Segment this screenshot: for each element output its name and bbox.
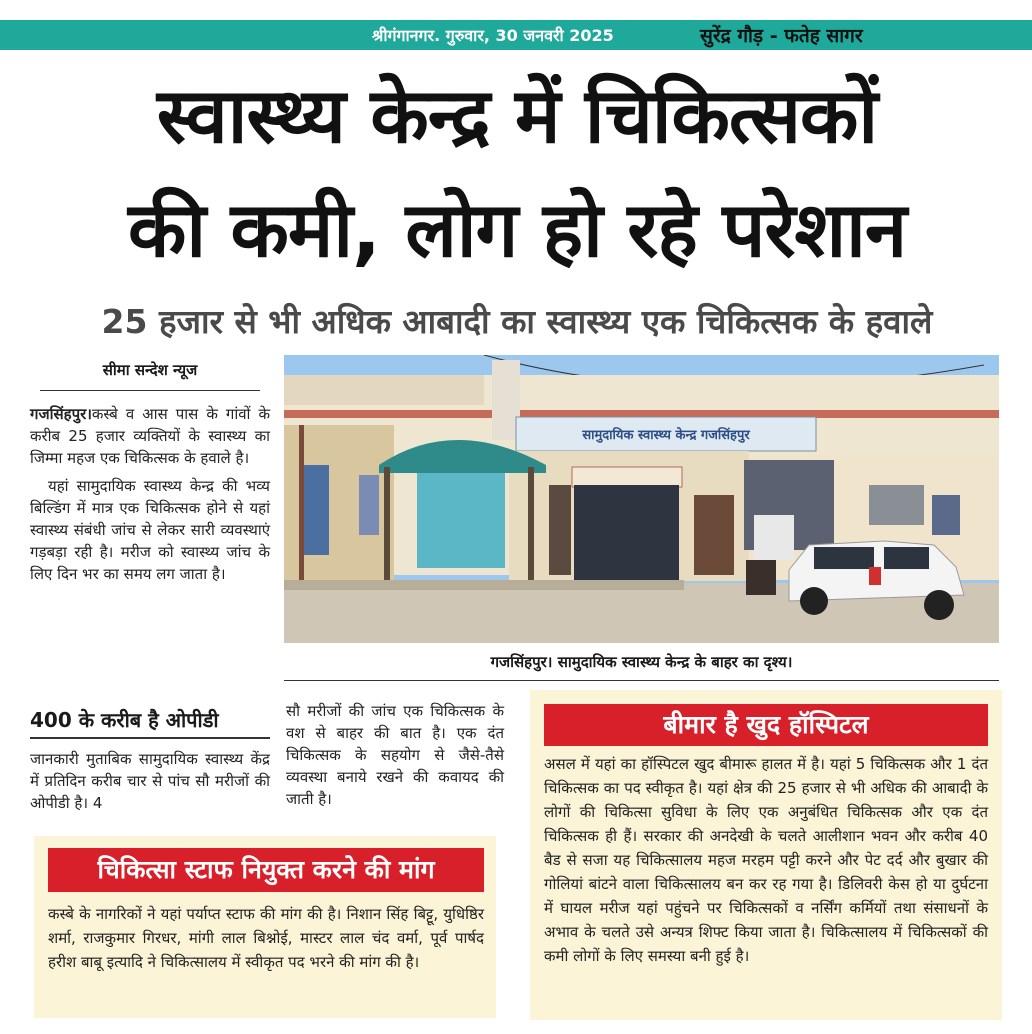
headline-line-1: स्वास्थ्य केन्द्र में चिकित्सकों xyxy=(156,71,878,160)
staff-demand-heading: चिकित्सा स्टाफ नियुक्त करने की मांग xyxy=(48,848,484,892)
authors-byline: सुरेंद्र गौड़ - फतेह सागर xyxy=(700,25,863,47)
headline-line-2: की कमी, लोग हो रहे परेशान xyxy=(128,185,906,274)
hospital-sign-text: सामुदायिक स्वास्थ्य केन्द्र गजसिंहपुर xyxy=(582,428,750,443)
staff-demand-body: कस्बे के नागरिकों ने यहां पर्याप्त स्टाफ की मांग की है। निशान सिंह बिट्टू, युधिष्ठिर शर्मा, राजकुमार गिरधर, मांगी लाल बिश्नोई, मास्टर लाल चंद वर्मा, पूर्व पार्षद हरीश बाबू इत्यादि ने चिकित्सालय में स्वीकृत पद भरने की मांग की है। xyxy=(48,905,484,971)
intro-paragraph-1-text: कस्बे व आस पास के गांवों के करीब 25 हजार व्यक्तियों के स्वास्थ्य का जिम्मा महज एक चिकित्सक के हवाले है। xyxy=(30,405,270,467)
hospital-photo-illustration xyxy=(284,355,999,643)
opd-paragraph-2: सौ मरीजों की जांच एक चिकित्सक के वश से बाहर की बात है। एक दंत चिकित्सक के सहयोग से जैसे-तैसे व्यवस्था बनाये रखने की कवायद की जाती है। xyxy=(286,702,504,808)
dateline: श्रीगंगानगर. गुरुवार, 30 जनवरी 2025 xyxy=(372,26,614,45)
intro-paragraph-2: यहां सामुदायिक स्वास्थ्य केन्द्र की भव्य बिल्डिंग में मात्र एक चिकित्सक होने से यहां स्वास्थ्य संबंधी जांच से लेकर सारी व्यवस्थाएं गड़बड़ा रही है। मरीज को स्वास्थ्य जांच के लिए दिन भर का समय लग जाता है। xyxy=(30,477,270,583)
news-source: सीमा सन्देश न्यूज xyxy=(40,360,260,391)
intro-paragraph-1 xyxy=(30,403,270,469)
subheadline: 25 हजार से भी अधिक आबादी का स्वास्थ्य एक चिकित्सक के हवाले xyxy=(101,302,933,341)
sick-hospital-body: असल में यहां का हॉस्पिटल खुद बीमारू हालत में है। यहां 5 चिकित्सक और 1 दंत चिकित्सक का पद स्वीकृत है। यहां क्षेत्र की 25 हजार से भी अधिक की आबादी के लोगों की चिकित्सा सुविधा के लिए एक अनुबंधित चिकित्सक और एक दंत चिकित्सक ही हैं। सरकार की अनदेखी के चलते आलीशान भवन और करीब 40 बैड से सजा यह चिकित्सालय महज मरहम पट्टी करने और पेट दर्द और बुखार की गोलियां बांटने वाला चिकित्सालय बन कर रह गया है। डिलिवरी केस हो या दुर्घटना में घायल मरीज यहां पहुंचने पर चिकित्सकों व नर्सिंग कर्मियों तथा संसाधनों के अभाव के चलते उसे अन्यत्र शिफ्ट किया जाता है। चिकित्सालय में चिकित्सकों की कमी लोगों के लिए समस्या बनी हुई है। xyxy=(544,755,988,965)
opd-paragraph-1: जानकारी मुताबिक सामुदायिक स्वास्थ्य केंद्र में प्रतिदिन करीब चार से पांच सौ मरीजों की ओपीडी है। 4 xyxy=(30,750,270,812)
intro-column xyxy=(30,360,270,585)
photo-caption: गजसिंहपुर। सामुदायिक स्वास्थ्य केन्द्र के बाहर का दृश्य। xyxy=(284,652,999,681)
sick-hospital-heading: बीमार है खुद हॉस्पिटल xyxy=(544,704,988,746)
sick-hospital-box xyxy=(530,690,1002,1020)
intro-dateline: गजसिंहपुर। xyxy=(30,405,92,423)
hospital-photo xyxy=(284,355,999,643)
masthead xyxy=(0,0,1032,52)
staff-demand-box xyxy=(34,836,496,1018)
opd-heading: 400 के करीब है ओपीडी xyxy=(30,706,270,739)
middle-column xyxy=(286,700,504,810)
